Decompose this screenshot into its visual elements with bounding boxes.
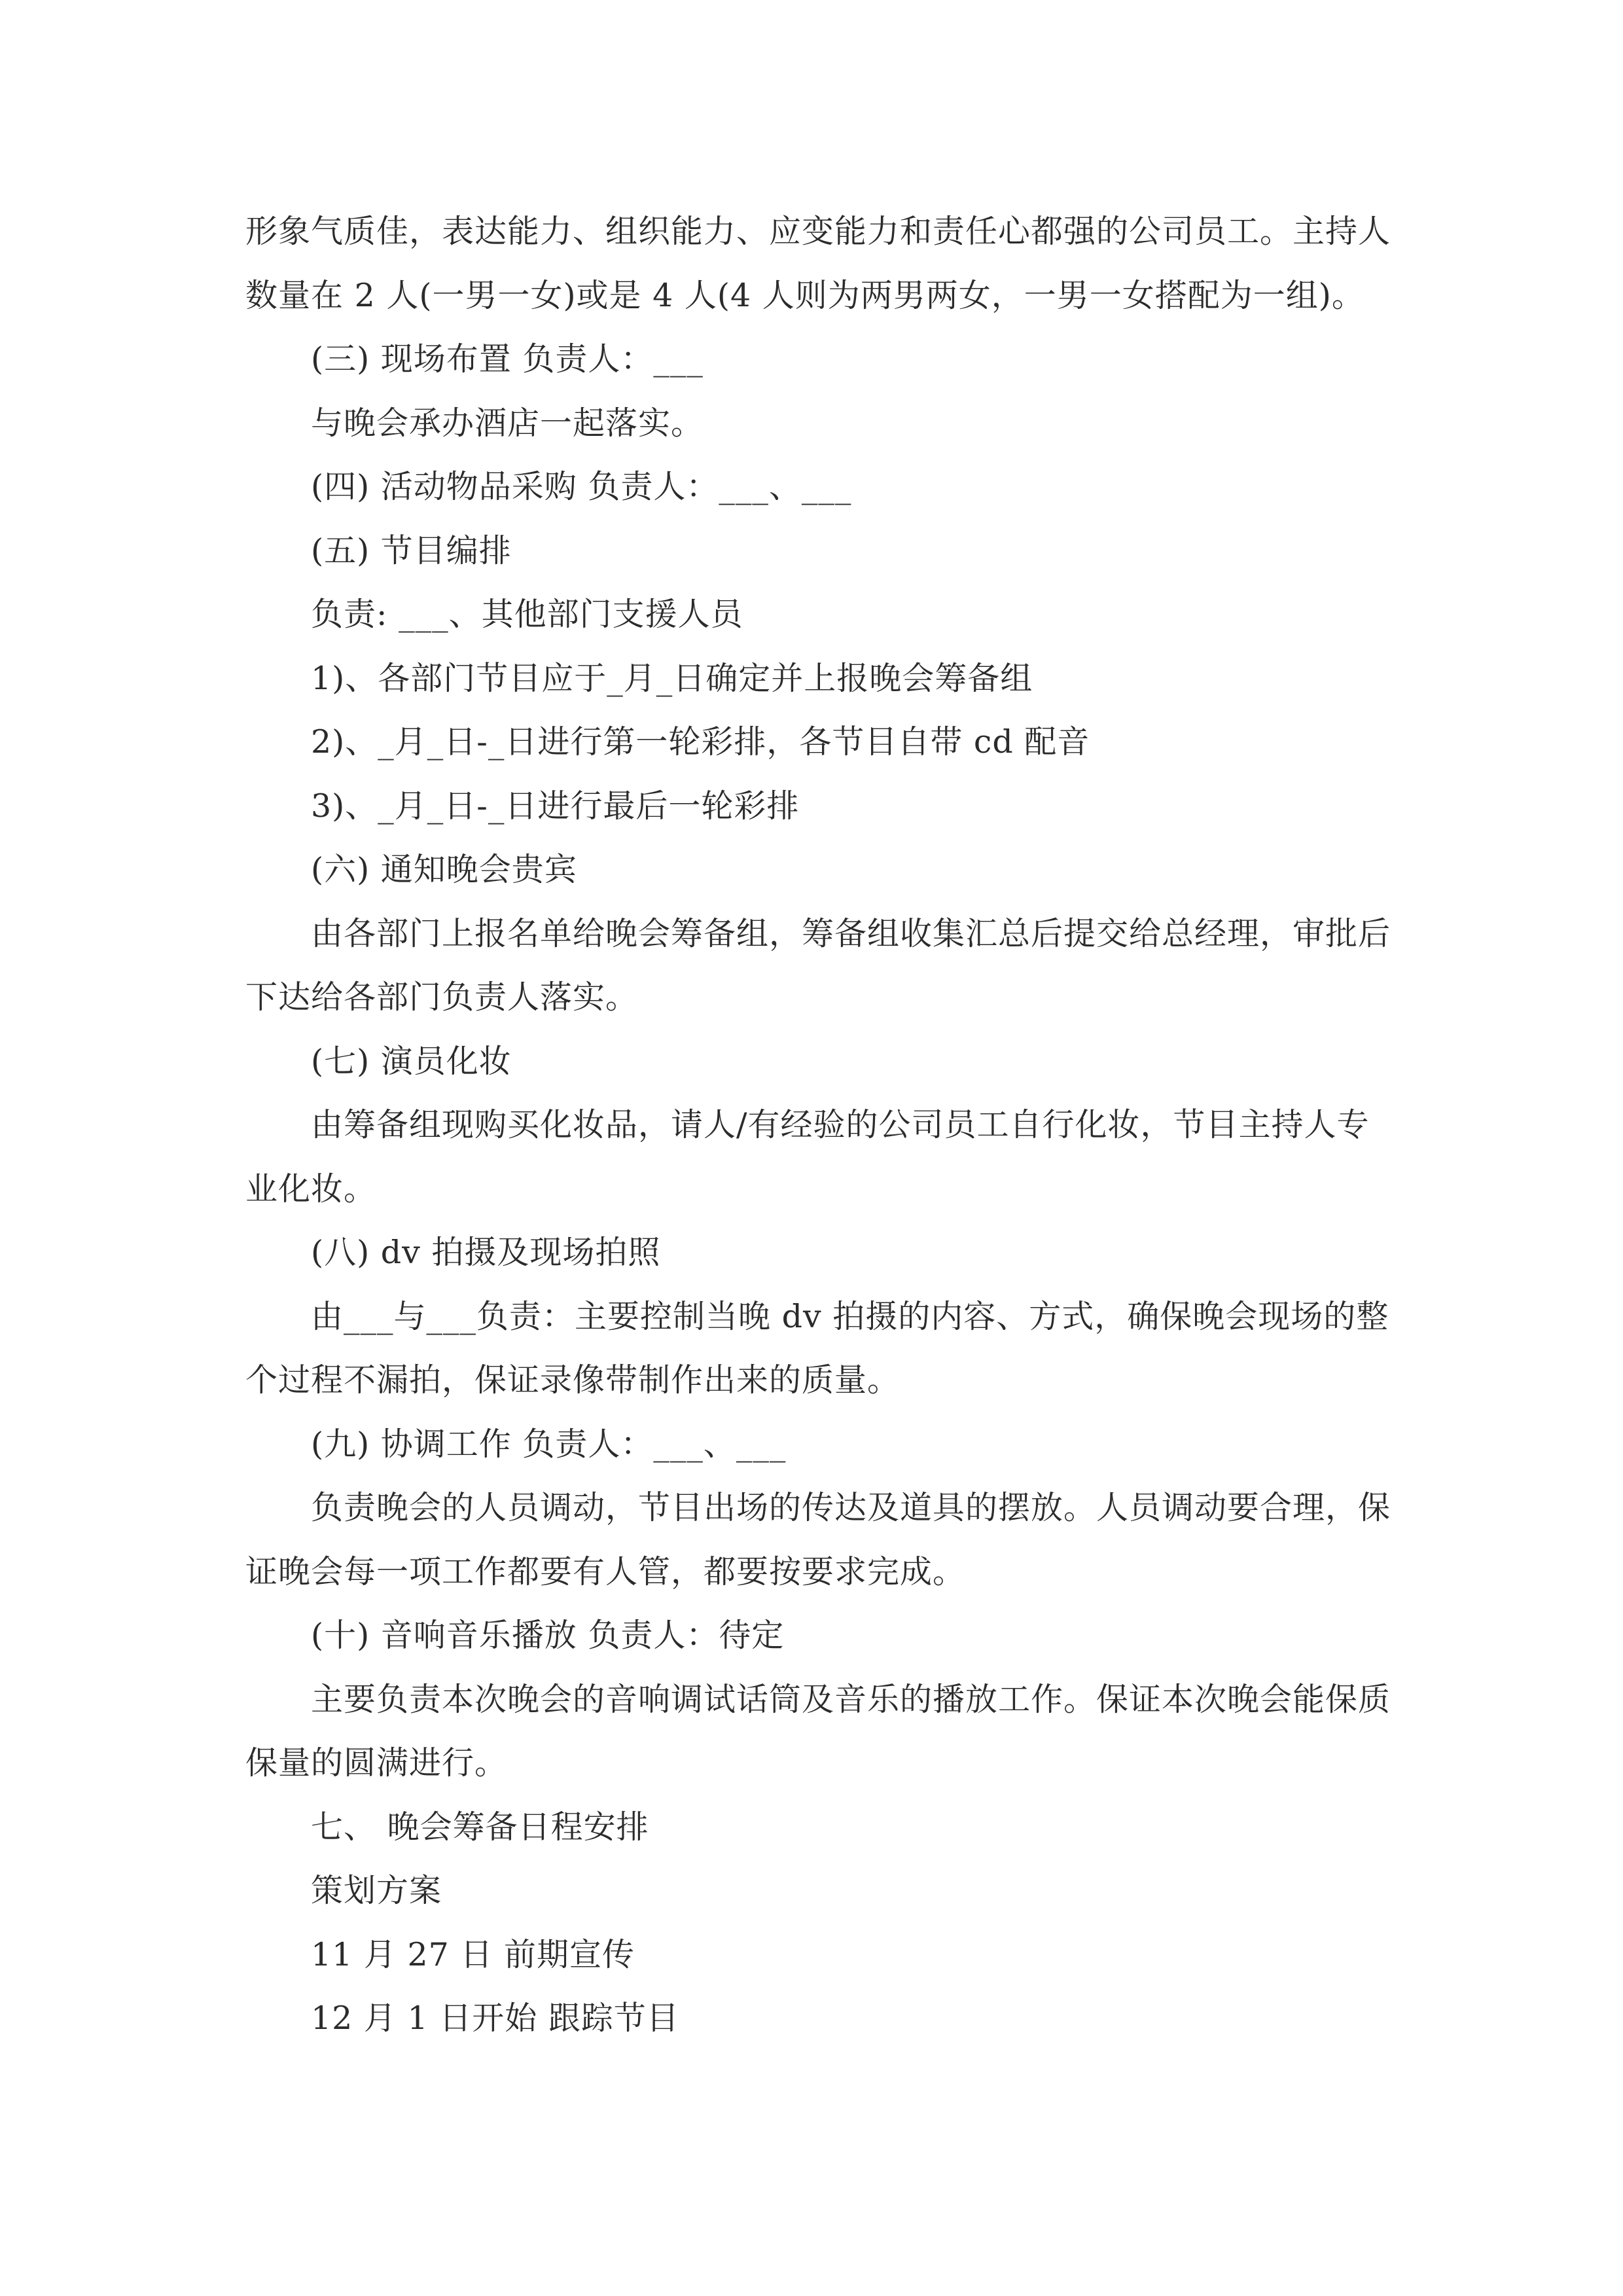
text-line: 12 月 1 日开始 跟踪节目: [311, 2000, 679, 2037]
text-line: 3)、_月_日-_日进行最后一轮彩排: [311, 787, 800, 825]
text-line: (七) 演员化妆: [311, 1042, 512, 1080]
text-line: 主要负责本次晚会的音响调试话筒及音乐的播放工作。保证本次晚会能保质: [311, 1680, 1391, 1718]
text-line: 负责晚会的人员调动，节目出场的传达及道具的摆放。人员调动要合理，保: [311, 1489, 1391, 1526]
text-line: 证晚会每一项工作都要有人管，都要按要求完成。: [245, 1552, 966, 1590]
text-line: 负责: ___、其他部门支援人员: [311, 596, 743, 633]
text-line: 1)、各部门节目应于_月_日确定并上报晚会筹备组: [311, 659, 1033, 697]
text-line: (九) 协调工作 负责人：___、___: [311, 1425, 787, 1463]
text-line: 数量在 2 人(一男一女)或是 4 人(4 人则为两男两女，一男一女搭配为一组)。: [245, 276, 1364, 314]
text-line: 个过程不漏拍，保证录像带制作出来的质量。: [245, 1361, 901, 1399]
text-line: (十) 音响音乐播放 负责人：待定: [311, 1617, 785, 1654]
text-line: 策划方案: [311, 1872, 442, 1909]
text-line: 由筹备组现购买化妆品，请人/有经验的公司员工自行化妆，节目主持人专: [311, 1106, 1370, 1143]
text-line: 下达给各部门负责人落实。: [245, 978, 639, 1016]
document-body: [245, 200, 1391, 2051]
text-line: (五) 节目编排: [311, 531, 512, 569]
text-line: 业化妆。: [245, 1170, 377, 1208]
text-line: 11 月 27 日 前期宣传: [311, 1935, 635, 1973]
text-line: 形象气质佳，表达能力、组织能力、应变能力和责任心都强的公司员工。主持人: [245, 213, 1391, 250]
text-line: 由___与___负责：主要控制当晚 dv 拍摄的内容、方式，确保晚会现场的整: [311, 1297, 1389, 1335]
text-line: 与晚会承办酒店一起落实。: [311, 404, 704, 442]
text-line: 由各部门上报名单给晚会筹备组，筹备组收集汇总后提交给总经理，审批后: [311, 914, 1391, 952]
text-line: (三) 现场布置 负责人：___: [311, 340, 704, 378]
text-line: (八) dv 拍摄及现场拍照: [311, 1234, 661, 1271]
text-line: (四) 活动物品采购 负责人：___、___: [311, 468, 852, 505]
text-line: 2)、_月_日-_日进行第一轮彩排，各节目自带 cd 配音: [311, 723, 1090, 761]
text-line: 保量的圆满进行。: [245, 1744, 508, 1782]
text-line: 七、 晚会筹备日程安排: [311, 1808, 649, 1846]
text-line: (六) 通知晚会贵宾: [311, 851, 577, 888]
